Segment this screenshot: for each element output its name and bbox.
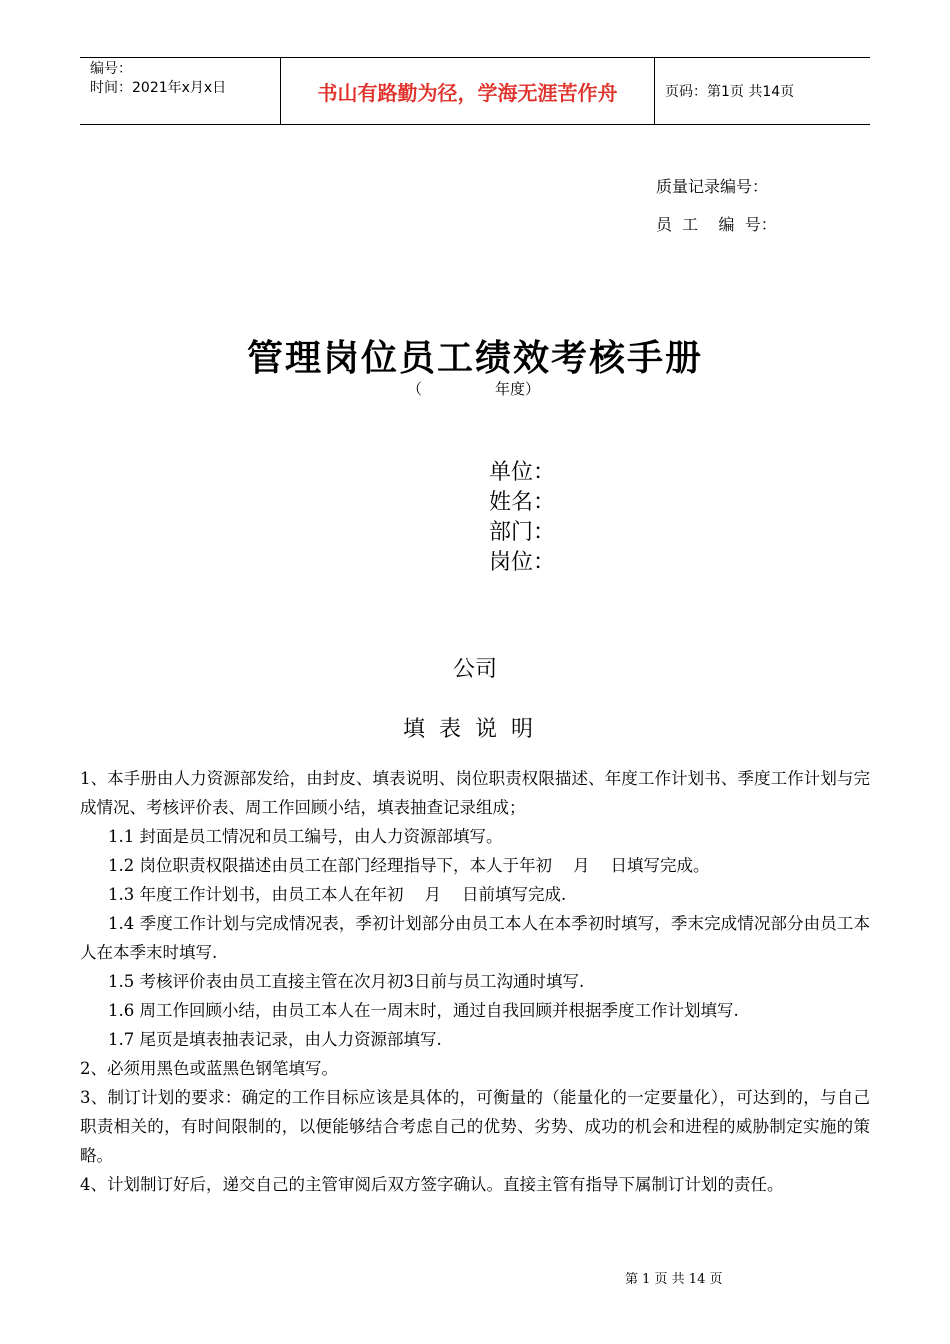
instruction-item: 1.4 季度工作计划与完成情况表，季初计划部分由员工本人在本季初时填写，季末完成情况部分由员工本人在本季末时填写. <box>80 914 870 962</box>
time-label: 时间：2021年x月x日 <box>90 80 227 96</box>
instructions-title: 填表说明 <box>402 717 547 742</box>
field-name: 姓名： <box>489 490 556 515</box>
page-info-text: 页码：第1页 共14页 <box>665 84 795 100</box>
page-footer: 第 1 页 共 14 页 <box>625 1272 723 1287</box>
instruction-item: 4、计划制订好后，递交自己的主管审阅后双方签字确认。直接主管有指导下属制订计划的责任。 <box>80 1175 784 1194</box>
motto-text: 书山有路勤为径，学海无涯苦作舟 <box>317 80 618 105</box>
number-label: 编号： <box>90 61 132 77</box>
instruction-item: 1.7 尾页是填表抽表记录，由人力资源部填写. <box>108 1030 442 1049</box>
field-unit: 单位： <box>489 460 556 485</box>
employee-number: 员 工 编 号： <box>656 215 777 234</box>
field-department: 部门： <box>489 520 556 545</box>
header-left-cell <box>80 58 281 124</box>
instruction-item: 1.6 周工作回顾小结，由员工本人在一周末时，通过自我回顾并根据季度工作计划填写. <box>108 1001 739 1020</box>
instruction-item: 1.3 年度工作计划书，由员工本人在年初 月 日前填写完成. <box>108 885 567 904</box>
year-suffix: 年度） <box>495 380 541 398</box>
cover-fields <box>489 458 555 578</box>
company-label: 公司 <box>452 657 497 682</box>
instructions-body <box>80 764 870 1199</box>
instruction-item: 1.5 考核评价表由员工直接主管在次月初3日前与员工沟通时填写. <box>108 972 585 991</box>
instruction-item: 1.2 岗位职责权限描述由员工在部门经理指导下，本人于年初 月 日填写完成。 <box>108 856 710 875</box>
page-header <box>80 57 870 125</box>
field-position: 岗位： <box>489 550 556 575</box>
instruction-item: 1.1 封面是员工情况和员工编号，由人力资源部填写。 <box>108 827 503 846</box>
document-title: 管理岗位员工绩效考核手册 <box>246 337 703 379</box>
motto-cell <box>281 58 655 124</box>
instruction-item: 3、制订计划的要求：确定的工作目标应该是具体的，可衡量的（能量化的一定要量化），可达到的，与自己职责相关的，有时间限制的，以便能够结合考虑自己的优势、劣势、成功的机会和进程的威胁制定实施的策略。 <box>80 1088 870 1165</box>
instruction-item: 2、必须用黑色或蓝黑色钢笔填写。 <box>80 1059 338 1078</box>
page-info-cell <box>655 58 870 124</box>
year-paren-open: （ <box>407 380 423 398</box>
instruction-item: 1、本手册由人力资源部发给，由封皮、填表说明、岗位职责权限描述、年度工作计划书、季度工作计划与完成情况、考核评价表、周工作回顾小结，填表抽查记录组成； <box>80 769 870 817</box>
quality-record-number: 质量记录编号： <box>656 177 769 196</box>
